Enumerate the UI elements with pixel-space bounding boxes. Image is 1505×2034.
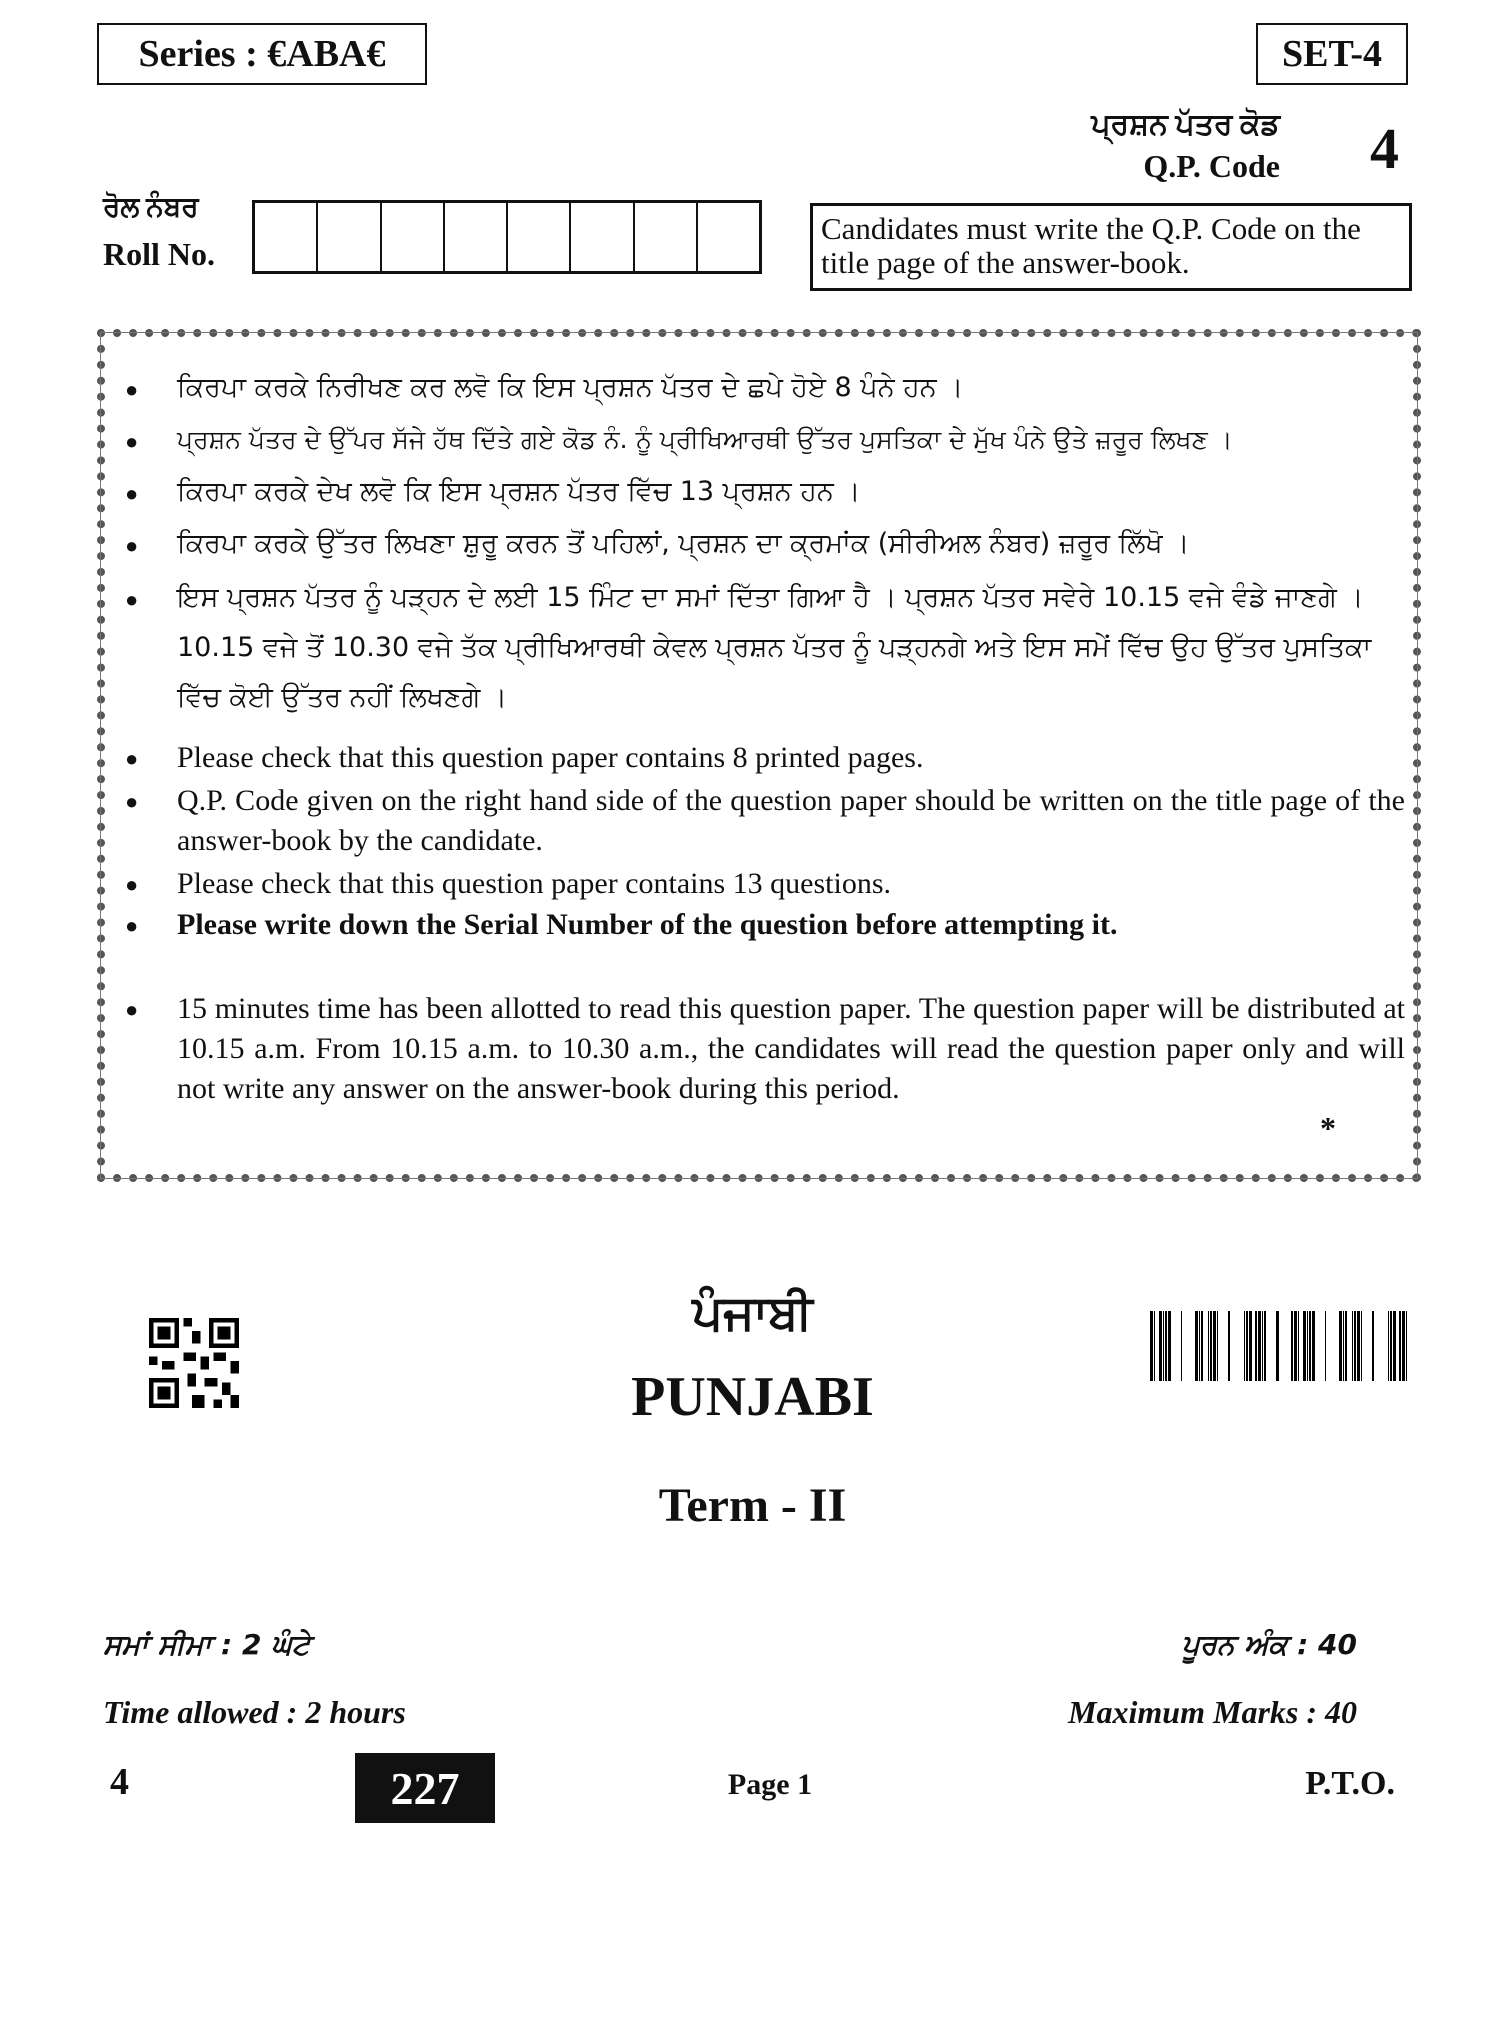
barcode-bar: [1258, 1311, 1261, 1381]
barcode-bar: [1390, 1311, 1392, 1381]
barcode-bar: [1294, 1311, 1297, 1381]
barcode-bar: [1354, 1311, 1356, 1381]
barcode-bar: [1217, 1311, 1218, 1381]
barcode-bar: [1393, 1311, 1396, 1381]
barcode-bar: [1276, 1311, 1279, 1381]
footer-qp-code: 4: [110, 1761, 129, 1803]
qp-code-value: 4: [1370, 116, 1399, 181]
barcode-bar: [1303, 1311, 1306, 1381]
roll-digit-box[interactable]: [508, 203, 571, 271]
roll-number-boxes[interactable]: [252, 200, 762, 274]
barcode-bar: [1181, 1311, 1182, 1381]
barcode-bar: [1307, 1311, 1308, 1381]
barcode-bar: [1210, 1311, 1212, 1381]
bullet-icon: ●: [125, 533, 139, 558]
barcode-bar: [1262, 1311, 1263, 1381]
bullet-icon: ●: [125, 789, 139, 814]
barcode-bar: [1154, 1311, 1155, 1381]
barcode-bar: [1361, 1311, 1362, 1381]
bullet-icon: ●: [125, 377, 139, 402]
page-number: Page 1: [727, 1768, 813, 1801]
asterisk-mark: *: [1320, 1110, 1336, 1146]
bullet-icon: ●: [125, 872, 139, 897]
roll-digit-box[interactable]: [445, 203, 508, 271]
barcode-bar: [1249, 1311, 1252, 1381]
qp-code-label: Q.P. Code: [1143, 148, 1280, 184]
subject-title-punjabi: ਪੰਜਾਬੀ: [692, 1285, 813, 1341]
barcode-bar: [1163, 1311, 1164, 1381]
candidates-note: Candidates must write the Q.P. Code on the title page of the answer-book.: [810, 203, 1412, 291]
barcode-bar: [1150, 1311, 1153, 1381]
barcode-bar: [1339, 1311, 1342, 1381]
barcode-bar: [1246, 1311, 1248, 1381]
barcode-bar: [1298, 1311, 1299, 1381]
barcode-bar: [1309, 1311, 1311, 1381]
roll-label-punjabi: ਰੋਲ ਨੰਬਰ: [103, 192, 199, 223]
barcode-bar: [1255, 1311, 1257, 1381]
max-marks: Maximum Marks : 40: [1068, 1694, 1357, 1730]
series-label: Series : €ABA€: [97, 23, 427, 85]
barcode-bar: [1165, 1311, 1167, 1381]
barcode-bar: [1402, 1311, 1405, 1381]
barcode-bar: [1352, 1311, 1353, 1381]
barcode-bar: [1264, 1311, 1266, 1381]
pto-label: P.T.O.: [1305, 1765, 1395, 1802]
bullet-icon: ●: [125, 481, 139, 506]
barcode-bar: [1159, 1311, 1162, 1381]
barcode-bar: [1168, 1311, 1171, 1381]
subject-code-badge: 227: [355, 1753, 495, 1823]
barcode-bar: [1291, 1311, 1293, 1381]
barcode-bar: [1201, 1311, 1203, 1381]
term-label: Term - II: [658, 1479, 847, 1532]
time-allowed-punjabi: ਸਮਾਂ ਸੀਮਾ : 2 ਘੰਟੇ: [103, 1628, 310, 1661]
barcode-bar: [1228, 1311, 1230, 1381]
subject-title: PUNJABI: [631, 1366, 874, 1428]
bullet-icon: ●: [125, 587, 139, 612]
barcode-icon: [1150, 1311, 1412, 1381]
barcode-bar: [1372, 1311, 1374, 1381]
bullet-icon: ●: [125, 429, 139, 454]
barcode-bar: [1213, 1311, 1216, 1381]
time-allowed: Time allowed : 2 hours: [103, 1694, 406, 1730]
bullet-icon: ●: [125, 746, 139, 771]
bullet-icon: ●: [125, 997, 139, 1022]
roll-digit-box[interactable]: [318, 203, 381, 271]
barcode-bar: [1399, 1311, 1401, 1381]
barcode-bar: [1195, 1311, 1198, 1381]
barcode-bar: [1343, 1311, 1344, 1381]
roll-digit-box[interactable]: [382, 203, 445, 271]
barcode-bar: [1357, 1311, 1360, 1381]
barcode-bar: [1244, 1311, 1245, 1381]
barcode-bar: [1325, 1311, 1326, 1381]
max-marks-punjabi: ਪੂਰਨ ਅੰਕ : 40: [1181, 1628, 1357, 1661]
roll-digit-box[interactable]: [255, 203, 318, 271]
barcode-bar: [1388, 1311, 1389, 1381]
bullet-icon: ●: [125, 913, 139, 938]
set-label: SET-4: [1256, 23, 1408, 85]
barcode-bar: [1199, 1311, 1200, 1381]
roll-digit-box[interactable]: [698, 203, 759, 271]
qp-code-label-punjabi: ਪ੍ਰਸ਼ਨ ਪੱਤਰ ਕੋਡ: [1091, 108, 1280, 141]
barcode-bar: [1208, 1311, 1209, 1381]
roll-digit-box[interactable]: [635, 203, 698, 271]
roll-digit-box[interactable]: [571, 203, 634, 271]
barcode-bar: [1345, 1311, 1347, 1381]
roll-label: Roll No.: [103, 236, 215, 272]
barcode-bar: [1312, 1311, 1315, 1381]
barcode-bar: [1406, 1311, 1407, 1381]
